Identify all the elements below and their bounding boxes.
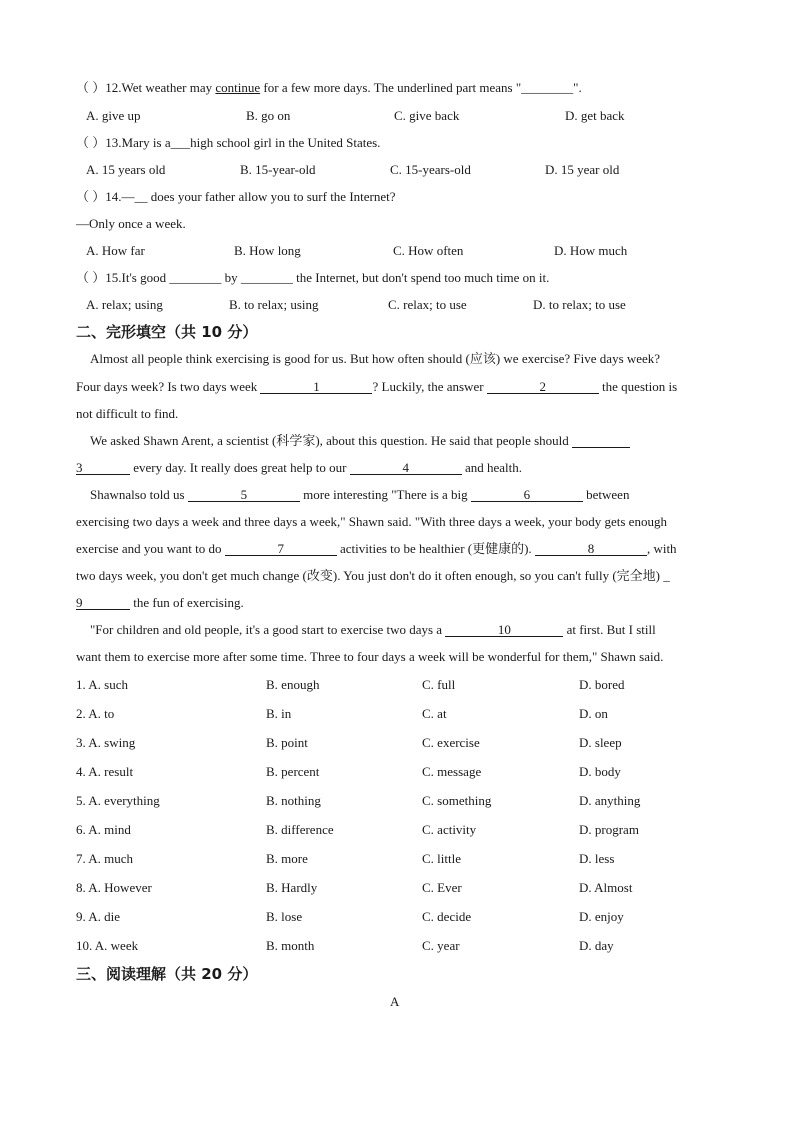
option-b: B. How long [234,243,301,258]
passage-line: Four days week? Is two days week 1 ? Luckily, the answer 2 the question is [76,379,678,394]
passage-line: want them to exercise more after some time. Three to four days a week will be wonderful for them," Shawn said. [76,649,664,664]
passage-line: Almost all people think exercising is good for us. But how often should (应该) we exercise? Five days week? [90,351,661,366]
question-stem: 13.Mary is a___high school girl in the United States. [105,135,381,150]
passage-line: Shawnalso told us 5 more interesting "There is a big 6 between [90,487,630,502]
option-d: D. body [579,764,621,779]
passage-line: not difficult to find. [76,406,179,421]
option-b: B. enough [266,677,320,692]
option-a: A. give up [86,108,141,123]
option-d: D. day [579,938,614,953]
option-d: D. to relax; to use [533,297,626,312]
option-a: 4. A. result [76,764,134,779]
option-b: B. point [266,735,308,750]
question-15 [76,270,726,286]
blank-8[interactable]: 8 [535,542,647,556]
blank-4[interactable]: 4 [350,461,462,475]
option-a: 6. A. mind [76,822,131,837]
option-a: 8. A. However [76,880,152,895]
question-stem: 15.It's good ________ by ________ the Internet, but don't spend too much time on it. [105,270,550,285]
passage-label: A [390,994,400,1009]
passage-line: 9 the fun of exercising. [76,595,244,610]
option-a: A. relax; using [86,297,163,312]
option-c: C. Ever [422,880,462,895]
option-b: B. to relax; using [229,297,319,312]
option-b: B. lose [266,909,303,924]
option-a: 5. A. everything [76,793,160,808]
option-c: C. exercise [422,735,480,750]
underlined-word: continue [215,80,261,95]
option-c: C. little [422,851,461,866]
option-d: D. sleep [579,735,622,750]
blank-6[interactable]: 6 [471,488,583,502]
option-c: C. activity [422,822,477,837]
option-c: C. relax; to use [388,297,467,312]
option-b: B. go on [246,108,291,123]
section-heading-reading: 三、阅读理解（共 20 分） [76,965,258,983]
option-c: C. at [422,706,447,721]
question-13 [76,135,726,151]
option-d: D. 15 year old [545,162,620,177]
option-c: C. message [422,764,482,779]
blank-2[interactable]: 2 [487,380,599,394]
option-d: D. program [579,822,639,837]
option-a: 2. A. to [76,706,115,721]
option-c: C. year [422,938,460,953]
passage-line: We asked Shawn Arent, a scientist (科学家), about this question. He said that people should [90,433,740,449]
option-d: D. Almost [579,880,633,895]
passage-line: two days week, you don't get much change (改变). You just don't do it often enough, so you can't fully (完全地) _ [76,568,670,583]
option-c: C. 15-years-old [390,162,471,177]
option-d: D. anything [579,793,641,808]
option-d: D. enjoy [579,909,624,924]
option-c: C. full [422,677,456,692]
blank-7[interactable]: 7 [225,542,337,556]
question-14 [76,189,726,205]
blank-3[interactable]: 3 [76,461,130,475]
option-d: D. get back [565,108,625,123]
passage-line: 3 every day. It really does great help to our 4 and health. [76,460,523,475]
option-a: 9. A. die [76,909,121,924]
passage-line: exercising two days a week and three days a week," Shawn said. "With three days a week, your body gets enough [76,514,667,529]
option-a: 10. A. week [76,938,139,953]
option-b: B. more [266,851,308,866]
answer-paren: （ ） [76,270,106,285]
option-b: B. month [266,938,315,953]
option-d: D. less [579,851,615,866]
option-b: B. difference [266,822,334,837]
option-c: C. How often [393,243,464,258]
passage-line: exercise and you want to do 7 activities to be healthier (更健康的). 8 , with [76,541,677,556]
option-b: B. 15-year-old [240,162,316,177]
section-heading-cloze: 二、完形填空（共 10 分） [76,323,258,341]
option-c: C. something [422,793,492,808]
blank-3-start [572,434,630,448]
option-d: D. bored [579,677,625,692]
option-d: D. How much [554,243,628,258]
option-b: B. Hardly [266,880,318,895]
option-a: 3. A. swing [76,735,136,750]
option-a: A. How far [86,243,145,258]
option-a: 7. A. much [76,851,134,866]
blank-5[interactable]: 5 [188,488,300,502]
question-stem: 12.Wet weather may [105,80,216,95]
option-b: B. percent [266,764,320,779]
option-b: B. nothing [266,793,321,808]
answer-paren: （ ） [76,80,106,95]
option-c: C. decide [422,909,472,924]
option-c: C. give back [394,108,460,123]
question-stem: 14.—__ does your father allow you to surf the Internet? [105,189,396,204]
blank-9[interactable]: 9 [76,596,130,610]
option-d: D. on [579,706,608,721]
blank-10[interactable]: 10 [445,623,563,637]
answer-paren: （ ） [76,189,106,204]
option-a: 1. A. such [76,677,128,692]
answer-paren: （ ） [76,135,106,150]
question-12 [76,80,726,96]
answer-line: —Only once a week. [76,216,186,231]
blank-1[interactable]: 1 [260,380,372,394]
question-stem-end: for a few more days. The underlined part means "________". [260,80,582,95]
option-b: B. in [266,706,292,721]
passage-line: "For children and old people, it's a good start to exercise two days a 10 at first. But I still [90,622,656,637]
option-a: A. 15 years old [86,162,166,177]
